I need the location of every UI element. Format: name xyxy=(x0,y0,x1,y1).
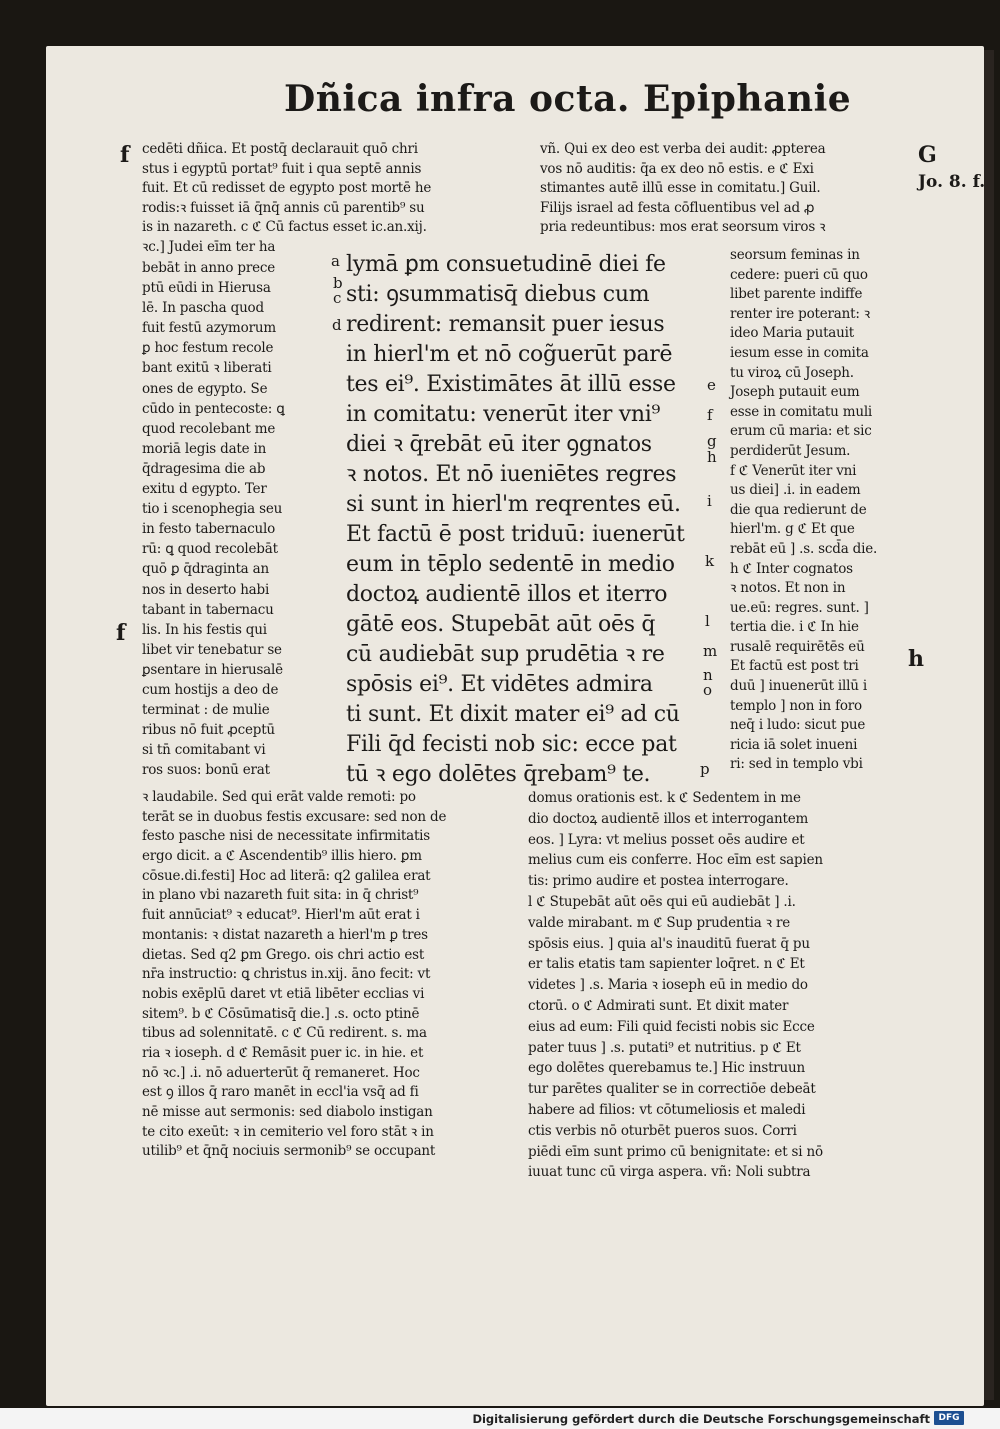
text-line: tes ei⁹. Existimātes āt illū esse xyxy=(346,372,676,397)
text-line: cūdo in pentecoste: ꝗ xyxy=(142,400,285,417)
text-line: ti sunt. Et dixit mater ei⁹ ad cū xyxy=(346,702,680,727)
gloss-letter: m xyxy=(703,642,718,660)
text-line: iuuat tunc cū virga aspera. vñ: Noli subtra xyxy=(528,1164,811,1181)
text-line: ria ꝛ ioseph. d ℭ Remāsit puer ic. in hie. et xyxy=(142,1044,424,1061)
text-line: videtes ] .s. Maria ꝛ ioseph eū in medio do xyxy=(528,977,808,994)
gloss-letter: e xyxy=(707,376,716,394)
text-line: bebāt in anno prece xyxy=(142,260,276,276)
gloss-letter: k xyxy=(705,552,715,570)
text-line: ideo Maria putauit xyxy=(730,325,854,342)
text-line: cedere: pueri cū quo xyxy=(730,266,868,283)
text-line: libet parente indiffe xyxy=(730,286,863,303)
text-line: lē. In pascha quod xyxy=(142,300,264,317)
text-line: l ℭ Stupebāt aūt oēs qui eū audiebāt ] .i. xyxy=(528,893,796,910)
text-line: ergo dicit. a ℭ Ascendentib⁹ illis hiero. ꝑm xyxy=(142,848,422,865)
text-line: ri: sed in templo vbi xyxy=(730,756,863,773)
text-line: rebāt eū ] .s. scd̄a die. xyxy=(730,540,878,557)
text-line: quō ꝑ q̄draginta an xyxy=(142,561,269,578)
text-line: renter ire poterant: ꝛ xyxy=(730,305,870,322)
text-line: ones de egypto. Se xyxy=(142,380,268,397)
text-line: vos nō auditis: q̄a ex deo nō estis. e ℭ Exi xyxy=(540,160,814,177)
text-line: tibus ad solennitatē. c ℭ Cū redirent. s. ma xyxy=(142,1025,427,1042)
text-line: Filijs israel ad festa cōfluentibus vel ad ꝓ xyxy=(540,199,815,216)
margin-marker-g: G xyxy=(918,142,937,168)
text-line: si sunt in hierl'm reqrentes eū. xyxy=(346,492,681,517)
text-line: seorsum feminas in xyxy=(730,247,860,263)
text-line: ꝛ notos. Et non in xyxy=(730,580,846,597)
text-line: esse in comitatu muli xyxy=(730,403,873,420)
dfg-logo: DFG xyxy=(934,1411,964,1425)
gloss-letter: g xyxy=(707,432,717,450)
text-line: is in nazareth. c ℭ Cū factus esset ic.an.xij. xyxy=(142,219,427,235)
text-line: ꝛ notos. Et nō iueniētes regres xyxy=(346,462,677,487)
text-line: est ꝯ illos q̄ raro manēt in eccl'ia vsq̄ ad fi xyxy=(142,1084,419,1101)
text-line: us diei] .i. in eadem xyxy=(730,482,861,499)
gloss-letter: h xyxy=(707,448,717,466)
text-line: ue.eū: regres. sunt. ] xyxy=(730,599,869,616)
text-line: h ℭ Inter cognatos xyxy=(730,560,853,577)
text-line: cum hostijs a deo de xyxy=(142,681,279,698)
text-line: tu viroꝝ cū Joseph. xyxy=(730,364,854,381)
text-line: tertia die. i ℭ In hie xyxy=(730,619,859,636)
text-line: fuit annūciat⁹ ꝛ educat⁹. Hierl'm aūt erat i xyxy=(142,907,420,924)
text-line: f ℭ Venerūt iter vni xyxy=(730,462,857,479)
text-line: ros suos: bonū erat xyxy=(142,762,270,779)
text-line: valde mirabant. m ℭ Sup prudentia ꝛ re xyxy=(528,914,790,931)
text-line: moriā legis date in xyxy=(142,440,267,457)
gloss-right-column xyxy=(730,246,910,775)
text-line: si tn̄ comitabant vi xyxy=(142,742,266,759)
text-line: tis: primo audire et postea interrogare. xyxy=(528,873,789,890)
footer-bar xyxy=(0,1408,1000,1429)
text-line: ptū eūdi in Hierusa xyxy=(142,280,271,297)
text-line: melius cum eis conferre. Hoc eīm est sapien xyxy=(528,852,823,869)
text-line: rusalē requirētēs eū xyxy=(730,638,865,655)
text-line: hierl'm. g ℭ Et que xyxy=(730,521,855,538)
text-line: vñ. Qui ex deo est verba dei audit: ꝓpterea xyxy=(540,141,826,157)
text-line: pria redeuntibus: mos erat seorsum viros ꝛ xyxy=(540,219,826,235)
text-line: ribus nō fuit ꝓceptū xyxy=(142,722,275,739)
page-heading: Dñica infra octa. Epiphanie xyxy=(284,78,852,120)
text-line: fuit. Et cū redisset de egypto post mortē he xyxy=(142,180,432,196)
text-line: in comitatu: venerūt iter vni⁹ xyxy=(346,402,661,427)
text-line: terāt se in duobus festis excusare: sed non de xyxy=(142,808,447,825)
gloss-letter: a xyxy=(331,252,340,270)
text-line: q̄dragesima die ab xyxy=(142,460,266,477)
text-line: montanis: ꝛ distat nazareth a hierl'm ꝑ tres xyxy=(142,926,428,943)
text-line: nobis exēplū daret vt etiā libēter ecclias vi xyxy=(142,985,425,1002)
text-line: habere ad filios: vt cōtumeliosis et maledi xyxy=(528,1101,806,1118)
text-line: in hierl'm et nō cog̃uerūt parē xyxy=(346,342,673,367)
text-line: dietas. Sed q2 ꝑm Grego. ois chri actio est xyxy=(142,946,425,963)
text-line: rodis:ꝛ fuisset iā q̄nq̄ annis cū parentib⁹ su xyxy=(142,199,425,216)
text-line: diei ꝛ q̄rebāt eū iter ꝯgnatos xyxy=(346,432,652,457)
text-line: tū ꝛ ego dolētes q̄rebam⁹ te. xyxy=(346,762,651,787)
text-line: perdiderūt Jesum. xyxy=(730,442,851,459)
gloss-letter: b c xyxy=(333,274,343,307)
next-page-edge xyxy=(984,50,994,1400)
gloss-letter: n o xyxy=(703,666,713,699)
text-line: terminat : de mulie xyxy=(142,702,270,719)
text-line: nr̄a instructio: ꝗ christus in.xij. āno fecit: vt xyxy=(142,966,431,983)
text-line: ego dolētes querebamus te.] Hic instruun xyxy=(528,1060,806,1077)
text-line: spōsis ei⁹. Et vidētes admira xyxy=(346,672,653,697)
text-line: cōsue.di.festi] Hoc ad literā: q2 galilea erat xyxy=(142,867,431,884)
text-line: bant exitū ꝛ liberati xyxy=(142,360,272,377)
text-line: te cito exeūt: ꝛ in cemiterio vel foro stāt ꝛ in xyxy=(142,1123,434,1140)
text-line: tio i scenophegia seu xyxy=(142,501,283,518)
text-line: exitu d egypto. Ter xyxy=(142,481,267,498)
gloss-bottom-right xyxy=(528,788,918,1183)
text-line: dio doctoꝝ audientē illos et interrogantem xyxy=(528,810,809,827)
text-line: stimantes autē illū esse in comitatu.] Guil. xyxy=(540,180,821,196)
gloss-letter: p xyxy=(700,760,710,778)
text-line: nē misse aut sermonis: sed diabolo instigan xyxy=(142,1104,433,1120)
text-line: neq̄ i ludo: sicut pue xyxy=(730,717,866,734)
text-line: Et factū ē post triduū: iuenerūt xyxy=(346,522,685,547)
text-line: lymā ꝑm consuetudinē diei fe xyxy=(346,252,666,277)
text-line: nō ꝛc.] .i. nō aduerterūt q̄ remaneret. Hoc xyxy=(142,1064,420,1081)
text-line: tabant in tabernacu xyxy=(142,601,274,618)
text-line: ꝛc.] Judei eīm ter ha xyxy=(142,238,276,255)
margin-marker-h: h xyxy=(908,646,924,672)
margin-reference: Jo. 8. f. xyxy=(918,172,986,192)
text-line: ctis verbis nō oturbēt pueros suos. Corri xyxy=(528,1122,797,1139)
text-line: domus orationis est. k ℭ Sedentem in me xyxy=(528,790,801,806)
text-line: piēdi eīm sunt primo cū benignitate: et si nō xyxy=(528,1143,823,1160)
text-line: duū ] inuenerūt illū i xyxy=(730,678,867,695)
text-line: sitem⁹. b ℭ Cōsūmatisq̄ die.] .s. octo ptinē xyxy=(142,1005,420,1022)
text-line: pater tuus ] .s. putati⁹ et nutritius. p ℭ Et xyxy=(528,1039,801,1056)
gloss-letter: f xyxy=(707,406,713,424)
text-line: libet vir tenebatur se xyxy=(142,641,282,658)
text-line: eos. ] Lyra: vt melius posset oēs audire et xyxy=(528,831,805,848)
text-line: utilib⁹ et q̄nq̄ nociuis sermonib⁹ se occupant xyxy=(142,1143,436,1160)
text-line: festo pasche nisi de necessitate infirmitatis xyxy=(142,828,431,845)
text-line: ꝛ laudabile. Sed qui erāt valde remoti: po xyxy=(142,789,416,805)
text-line: ꝑ hoc festum recole xyxy=(142,340,274,357)
text-line: ricia iā solet inueni xyxy=(730,736,858,753)
text-line: eum in tēplo sedentē in medio xyxy=(346,552,675,577)
text-line: erum cū maria: et sic xyxy=(730,423,872,440)
gloss-letter: i xyxy=(707,492,712,510)
text-line: sti: ꝯsummatisq̄ diebus cum xyxy=(346,282,650,307)
text-line: ꝑsentare in hierusalē xyxy=(142,661,283,678)
text-line: cū audiebāt sup prudētia ꝛ re xyxy=(346,642,665,667)
text-line: rū: ꝗ quod recolebāt xyxy=(142,541,278,558)
text-line: lis. In his festis qui xyxy=(142,621,267,638)
gloss-letter: l xyxy=(705,612,710,630)
text-line: in plano vbi nazareth fuit sita: in q̄ christ⁹ xyxy=(142,887,419,904)
scripture-text xyxy=(346,250,706,790)
text-line: eius ad eum: Fili quid fecisti nobis sic Ecce xyxy=(528,1018,815,1035)
text-line: ctorū. o ℭ Admirati sunt. Et dixit mater xyxy=(528,997,789,1014)
text-line: stus i egyptū portat⁹ fuit i qua septē annis xyxy=(142,160,422,177)
text-line: iesum esse in comita xyxy=(730,344,869,361)
text-line: Fili q̄d fecisti nob sic: ecce pat xyxy=(346,732,677,757)
gloss-bottom-left xyxy=(142,788,522,1162)
text-line: quod recolebant me xyxy=(142,420,276,437)
funding-notice: Digitalisierung gefördert durch die Deutsche Forschungsgemeinschaft xyxy=(472,1412,930,1426)
text-line: doctoꝝ audientē illos et iterro xyxy=(346,582,668,607)
text-line: die qua redierunt de xyxy=(730,501,867,518)
text-line: Joseph putauit eum xyxy=(730,384,860,401)
text-line: cedēti dñica. Et postq̄ declarauit quō chri xyxy=(142,141,418,157)
text-line: nos in deserto habi xyxy=(142,581,270,598)
margin-marker-f: f xyxy=(120,142,130,168)
text-line: tur parētes qualiter se in correctiōe debeāt xyxy=(528,1081,816,1098)
text-line: Et factū est post tri xyxy=(730,658,859,675)
gloss-top-right xyxy=(540,140,910,238)
text-line: fuit festū azymorum xyxy=(142,320,276,337)
gloss-letter: d xyxy=(332,316,342,334)
gloss-left-column xyxy=(142,258,322,780)
text-line: in festo tabernaculo xyxy=(142,521,276,538)
text-line: er talis etatis tam sapienter loq̄ret. n ℭ Et xyxy=(528,956,805,973)
text-line: templo ] non in foro xyxy=(730,697,862,714)
text-line: redirent: remansit puer iesus xyxy=(346,312,665,337)
text-line: spōsis eius. ] quia al's inauditū fuerat q̄ pu xyxy=(528,935,810,952)
gloss-top-left xyxy=(142,140,522,257)
margin-marker-f: f xyxy=(116,620,126,646)
text-line: gātē eos. Stupebāt aūt oēs q̄ xyxy=(346,612,656,637)
